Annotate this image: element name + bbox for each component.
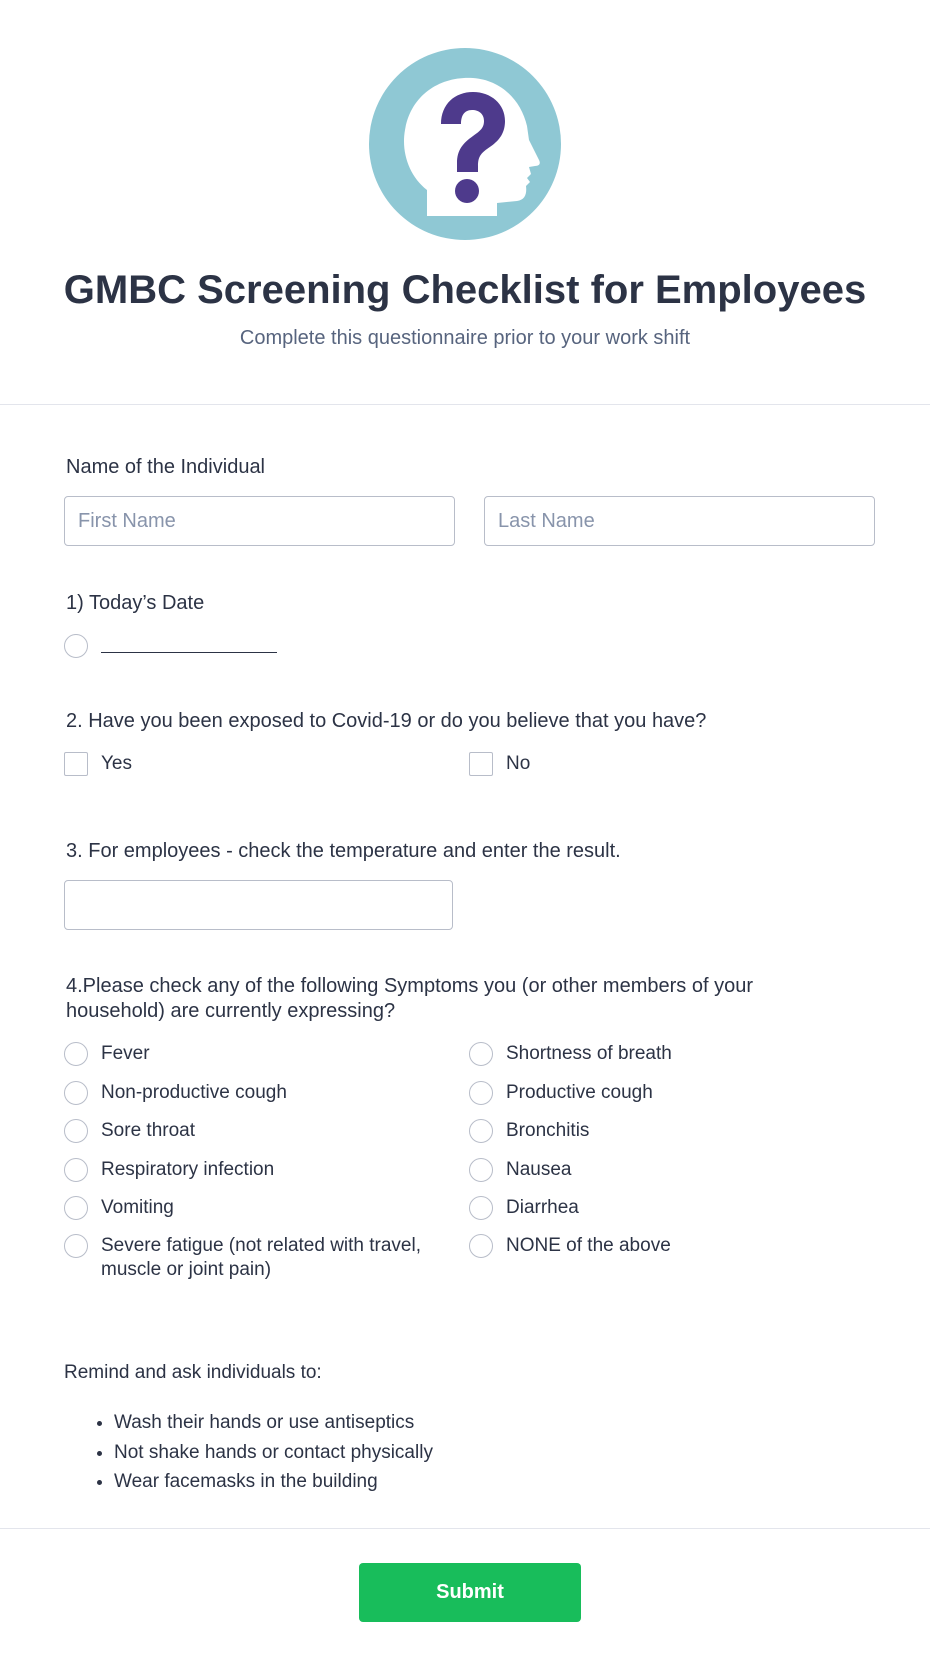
- symptom-nonproductive-cough-radio[interactable]: [64, 1081, 88, 1105]
- q1-label: 1) Today’s Date: [66, 592, 205, 614]
- reminder-intro: Remind and ask individuals to:: [64, 1362, 322, 1383]
- symptom-respiratory-infection-label: Respiratory infection: [101, 1159, 275, 1180]
- list-item: • Not shake hands or contact physically: [114, 1438, 433, 1468]
- head-question-mark-icon: [369, 48, 561, 240]
- header-divider: [0, 404, 930, 405]
- symptom-severe-fatigue-label-line1: Severe fatigue (not related with travel,: [101, 1235, 422, 1256]
- symptom-productive-cough-label: Productive cough: [506, 1082, 653, 1103]
- symptom-severe-fatigue-radio[interactable]: [64, 1234, 88, 1258]
- list-item: • Wear facemasks in the building: [114, 1467, 433, 1497]
- page-subtitle: Complete this questionnaire prior to your work shift: [239, 327, 691, 349]
- symptom-vomiting-radio[interactable]: [64, 1196, 88, 1220]
- list-item: • Wash their hands or use antiseptics: [114, 1408, 433, 1438]
- symptom-nausea-label: Nausea: [506, 1159, 572, 1180]
- symptom-sore-throat-label: Sore throat: [101, 1120, 195, 1141]
- q4-label-line2: household) are currently expressing?: [66, 1000, 396, 1022]
- symptom-shortness-of-breath-label: Shortness of breath: [506, 1043, 672, 1064]
- q4-label-line1: 4.Please check any of the following Symptoms you (or other members of your: [66, 975, 753, 997]
- symptom-none-label: NONE of the above: [506, 1235, 671, 1256]
- symptom-productive-cough-radio[interactable]: [469, 1081, 493, 1105]
- symptom-nonproductive-cough-label: Non-productive cough: [101, 1082, 287, 1103]
- q2-label: 2. Have you been exposed to Covid-19 or do you believe that you have?: [66, 710, 707, 732]
- symptom-fever-label: Fever: [101, 1043, 150, 1064]
- q3-label: 3. For employees - check the temperature and enter the result.: [66, 840, 621, 862]
- temperature-input[interactable]: [64, 880, 453, 930]
- symptom-fever-radio[interactable]: [64, 1042, 88, 1066]
- symptom-nausea-radio[interactable]: [469, 1158, 493, 1182]
- form-header: [0, 0, 930, 350]
- symptom-diarrhea-label: Diarrhea: [506, 1197, 579, 1218]
- symptom-respiratory-infection-radio[interactable]: [64, 1158, 88, 1182]
- exposed-yes-checkbox[interactable]: [64, 752, 88, 776]
- name-label: Name of the Individual: [66, 456, 266, 478]
- symptom-diarrhea-radio[interactable]: [469, 1196, 493, 1220]
- symptom-shortness-of-breath-radio[interactable]: [469, 1042, 493, 1066]
- last-name-input[interactable]: [484, 496, 875, 546]
- exposed-no-checkbox[interactable]: [469, 752, 493, 776]
- symptom-vomiting-label: Vomiting: [101, 1197, 174, 1218]
- symptom-severe-fatigue-label-line2: muscle or joint pain): [101, 1259, 272, 1280]
- symptom-bronchitis-label: Bronchitis: [506, 1120, 590, 1141]
- exposed-yes-label: Yes: [101, 753, 132, 774]
- footer-divider: [0, 1528, 930, 1529]
- symptom-none-radio[interactable]: [469, 1234, 493, 1258]
- date-blank-line: [101, 652, 277, 653]
- first-name-input[interactable]: [64, 496, 455, 546]
- exposed-no-label: No: [506, 753, 531, 774]
- date-radio[interactable]: [64, 634, 88, 658]
- symptom-bronchitis-radio[interactable]: [469, 1119, 493, 1143]
- page-title: GMBC Screening Checklist for Employees: [63, 268, 867, 312]
- reminder-list: [64, 1408, 433, 1497]
- submit-button[interactable]: Submit: [359, 1563, 581, 1622]
- symptom-sore-throat-radio[interactable]: [64, 1119, 88, 1143]
